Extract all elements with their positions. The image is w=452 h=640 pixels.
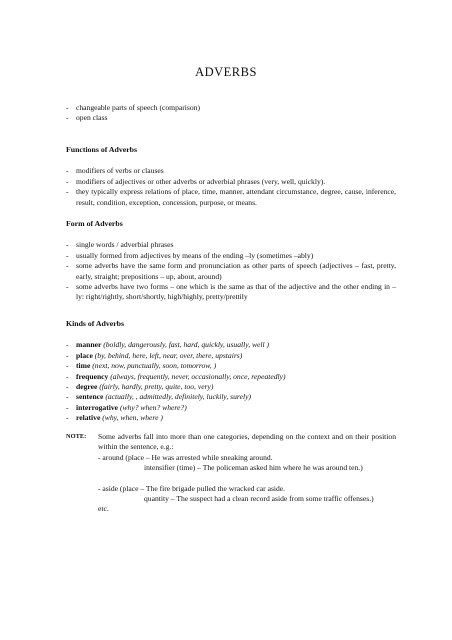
note-etc: etc.	[98, 504, 109, 514]
section-heading: Form of Adverbs	[66, 219, 123, 228]
kind-item-sentence: - sentence (actually, , admittedly, definitely, luckily, surely)	[66, 392, 251, 402]
intro-list	[66, 103, 396, 124]
note-text: Some adverbs fall into more than one categories, depending on the context and on their position within the sentence, e.g.:	[98, 432, 396, 452]
note-example-aside-quantity: quantity – The suspect had a clean record aside from some traffic offenses.)	[144, 494, 374, 504]
list-item: - some adverbs have two forms – one which is the same as that of the adjective and the other ending in –ly: right/rightly, short/shortly, high/highly, pretty/prettily	[66, 282, 396, 302]
section-heading: Functions of Adverbs	[66, 145, 138, 154]
kinds-section	[66, 319, 396, 424]
kind-item-place: - place (by, behind, here, left, near, over, there, upstairs)	[66, 350, 243, 360]
functions-section	[66, 145, 396, 208]
list-item: - usually formed from adjectives by means of the ending –ly (sometimes –ably)	[66, 250, 314, 260]
list-item: - they typically express relations of place, time, manner, attendant circumstance, degree, cause, inference, result, condition, exception, concession, purpose, or means.	[66, 187, 396, 207]
list-item: - modifiers of adjectives or other adverbs or adverbial phrases (very, well, quickly).	[66, 176, 326, 186]
list-item: - some adverbs have the same form and pronunciation as other parts of speech (adjectives – fast, pretty, early, straight; prepositions – up, about, around)	[66, 261, 396, 281]
note-example-aside: - aside (place – The fire brigade pulled the wracked car aside.	[98, 483, 286, 493]
list-item: - changeable parts of speech (comparison)	[66, 103, 200, 112]
note-section	[66, 432, 396, 515]
note-example-around: - around (place – He was arrested while sneaking around.	[98, 452, 273, 462]
list-item: - single words / adverbial phrases	[66, 240, 174, 250]
note-label: NOTE:	[66, 433, 87, 440]
kind-item-manner: - manner (boldly, dangerously, fast, hard, quickly, usually, well )	[66, 340, 270, 350]
section-heading: Kinds of Adverbs	[66, 319, 125, 328]
kind-item-interrogative: - interrogative (why? when? where?)	[66, 402, 187, 412]
page-title: ADVERBS	[195, 65, 257, 79]
kind-item-frequency: - frequency (always, frequently, never, occasionally, once, repeatedly)	[66, 371, 286, 381]
list-item: - modifiers of verbs or clauses	[66, 166, 164, 176]
kind-item-relative: - relative (why, when, where )	[66, 413, 163, 423]
kind-item-time: - time (next, now, punctually, soon, tomorrow, )	[66, 361, 217, 371]
form-section	[66, 219, 396, 303]
note-example-around-intensifier: intensifier (time) – The policeman asked him where he was around ten.)	[144, 463, 363, 473]
kind-item-degree: - degree (fairly, hardly, pretty, quite, too, very)	[66, 382, 214, 392]
list-item: - open class	[66, 113, 108, 123]
